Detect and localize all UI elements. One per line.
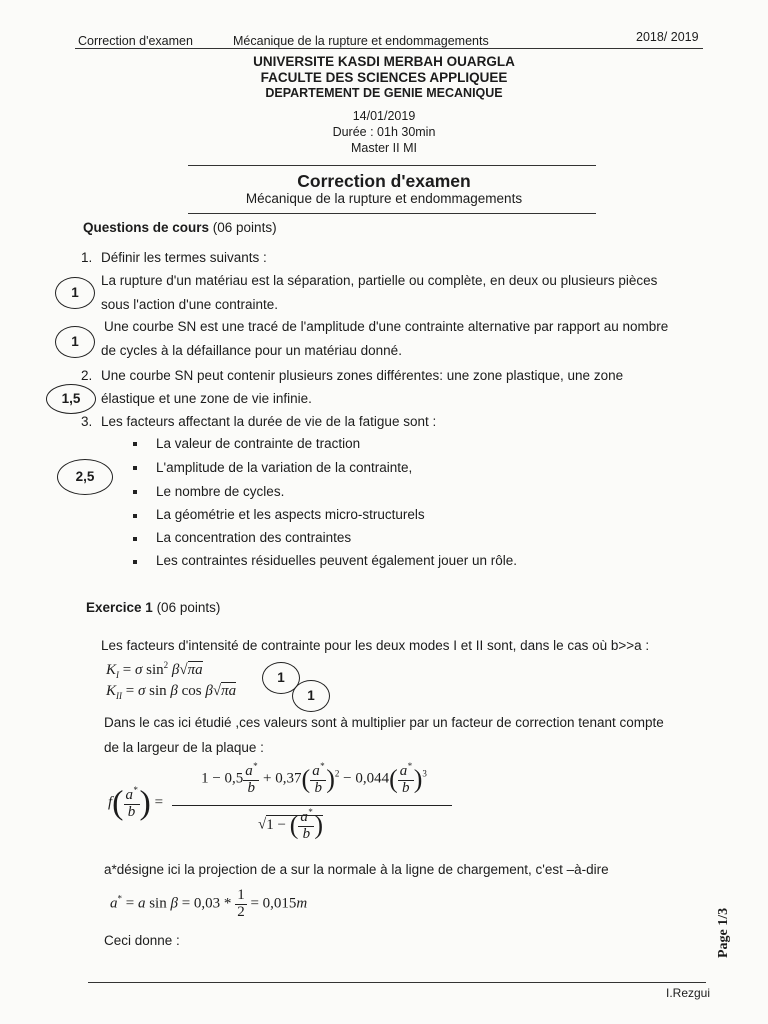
factor-item: L'amplitude de la variation de la contrainte, <box>156 460 413 475</box>
bullet-icon <box>133 466 137 470</box>
exercice1-heading: Exercice 1 (06 points) <box>86 600 221 615</box>
page-number: Page 1/3 <box>716 907 731 958</box>
factor-item: Le nombre de cycles. <box>156 484 285 499</box>
q1a-line2: sous l'action d'une contrainte. <box>101 297 279 312</box>
bullet-icon <box>133 514 137 518</box>
factor-item: Les contraintes résiduelles peuvent également jouer un rôle. <box>156 553 517 568</box>
mark-circle-6: 1 <box>292 680 330 712</box>
q3-text: Les facteurs affectant la durée de vie de la fatigue sont : <box>101 414 437 429</box>
factor-item: La concentration des contraintes <box>156 530 352 545</box>
department-name: DEPARTEMENT DE GENIE MECANIQUE <box>265 86 503 100</box>
exercice1-text1: Dans le cas ici étudié ,ces valeurs sont à multiplier par un facteur de correction tenant compte <box>104 715 664 730</box>
bullet-icon <box>133 490 137 494</box>
exercice1-intro: Les facteurs d'intensité de contrainte pour les deux modes I et II sont, dans le cas où b>>a : <box>101 638 650 653</box>
q2-number: 2. <box>81 368 93 383</box>
q1b-line1: Une courbe SN est une tracé de l'amplitude d'une contrainte alternative par rapport au nombre <box>104 319 669 334</box>
mark-circle-4: 2,5 <box>57 459 113 495</box>
formula-k1: $K_I = \sigma$ $\sin^2 \beta√\pi a$ <box>106 660 203 680</box>
formula-k2: $K_{II} = \sigma$ sin β cos β√πa <box>106 683 237 701</box>
footer-rule <box>88 982 706 983</box>
mark-circle-5: 1 <box>262 662 300 694</box>
exam-level: Master II MI <box>351 141 417 155</box>
page-title: Correction d'examen <box>297 171 471 191</box>
q1a-line1: La rupture d'un matériau est la séparation, partielle ou complète, en deux ou plusieurs pièces <box>101 273 658 288</box>
header-year: 2018/ 2019 <box>636 30 699 44</box>
mark-circle-2: 1 <box>55 326 95 358</box>
q1-number: 1. <box>81 250 93 265</box>
exercice1-text4: Ceci donne : <box>104 933 180 948</box>
exam-duration: Durée : 01h 30min <box>332 125 436 139</box>
footer-author: I.Rezgui <box>666 986 711 1000</box>
formula-correction-factor: f( $\frac{a^*}{b}$ ) = 1 − 0,5 $\frac{a^*}{b}$ + 0,37( $\frac{a^*}{b}$ )$^2$ − 0,044( $\frac{a^*}{b}$ )$^3$ √1 − ( $\frac{a^*}{b}$ ) <box>108 762 448 848</box>
factor-item: La valeur de contrainte de traction <box>156 436 361 451</box>
q2-line1: Une courbe SN peut contenir plusieurs zones différentes: une zone plastique, une zone <box>101 368 624 383</box>
header-rule <box>75 48 703 49</box>
formula-a-star: a* = a sin β = 0,03 * $\frac{1}{2}$ = 0,015m <box>110 887 308 920</box>
title-rule-bottom <box>188 213 596 214</box>
factor-item: La géométrie et les aspects micro-structurels <box>156 507 425 522</box>
bullet-icon <box>133 560 137 564</box>
q1b-line2: de cycles à la défaillance pour un matériau donné. <box>101 343 402 358</box>
faculty-name: FACULTE DES SCIENCES APPLIQUEE <box>260 70 508 85</box>
page-subtitle: Mécanique de la rupture et endommagements <box>245 191 523 206</box>
bullet-icon <box>133 537 137 541</box>
mark-circle-3: 1,5 <box>46 384 96 414</box>
cours-heading: Questions de cours (06 points) <box>83 220 277 235</box>
header-left-2: Mécanique de la rupture et endommagements <box>233 34 489 48</box>
q1-text: Définir les termes suivants : <box>101 250 267 265</box>
q2-line2: élastique et une zone de vie infinie. <box>101 391 312 406</box>
title-rule-top <box>188 165 596 166</box>
exercice1-text3: a*désigne ici la projection de a sur la normale à la ligne de chargement, c'est –à-dire <box>104 862 609 877</box>
university-name: UNIVERSITE KASDI MERBAH OUARGLA <box>253 54 515 69</box>
header-left-1: Correction d'examen <box>78 34 193 48</box>
q3-number: 3. <box>81 414 93 429</box>
exam-date: 14/01/2019 <box>352 109 416 123</box>
bullet-icon <box>133 442 137 446</box>
exercice1-text2: de la largeur de la plaque : <box>104 740 264 755</box>
mark-circle-1: 1 <box>55 277 95 309</box>
